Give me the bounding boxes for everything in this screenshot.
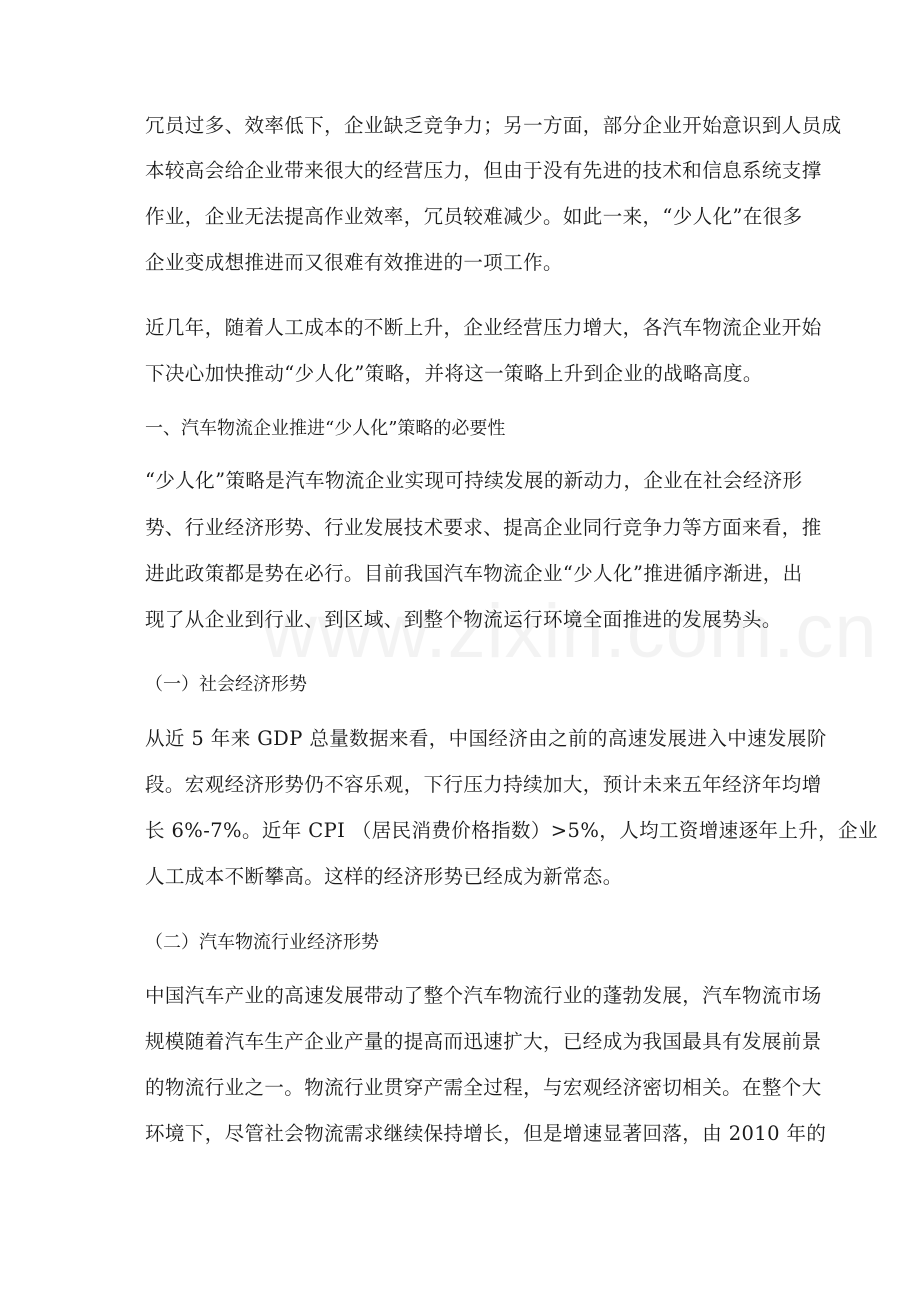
paragraph-line: 长 6%-7%。近年 CPI （居民消费价格指数）>5%，人均工资增速逐年上升，企业	[145, 819, 878, 842]
paragraph-line: 现了从企业到行业、到区域、到整个物流运行环境全面推进的发展势头。	[145, 608, 782, 631]
paragraph-line: 近几年，随着人工成本的不断上升，企业经营压力增大，各汽车物流企业开始	[145, 316, 822, 339]
paragraph-line: “少人化”策略是汽车物流企业实现可持续发展的新动力，企业在社会经济形	[145, 469, 803, 492]
paragraph-line: 的物流行业之一。物流行业贯穿产需全过程，与宏观经济密切相关。在整个大	[145, 1076, 822, 1099]
paragraph-line: 段。宏观经济形势仍不容乐观，下行压力持续加大，预计未来五年经济年均增	[145, 773, 822, 796]
paragraph-line: 下决心加快推动“少人化”策略，并将这一策略上升到企业的战略高度。	[145, 362, 763, 385]
paragraph-line: 规模随着汽车生产企业产量的提高而迅速扩大，已经成为我国最具有发展前景	[145, 1030, 822, 1053]
paragraph-line: 从近 5 年来 GDP 总量数据来看，中国经济由之前的高速发展进入中速发展阶	[145, 727, 827, 750]
subsection-heading: （一）社会经济形势	[145, 674, 307, 695]
paragraph-line: 环境下，尽管社会物流需求继续保持增长，但是增速显著回落，由 2010 年的	[145, 1122, 827, 1145]
subsection-heading: （二）汽车物流行业经济形势	[145, 932, 379, 953]
paragraph-line: 中国汽车产业的高速发展带动了整个汽车物流行业的蓬勃发展，汽车物流市场	[145, 984, 822, 1007]
paragraph-line: 作业，企业无法提高作业效率，冗员较难减少。如此一来，“少人化”在很多	[145, 205, 803, 228]
paragraph-line: 本较高会给企业带来很大的经营压力，但由于没有先进的技术和信息系统支撑	[145, 159, 822, 182]
paragraph-line: 冗员过多、效率低下，企业缺乏竞争力；另一方面，部分企业开始意识到人员成	[145, 114, 842, 137]
paragraph-line: 势、行业经济形势、行业发展技术要求、提高企业同行竞争力等方面来看，推	[145, 516, 822, 539]
paragraph-line: 进此政策都是势在必行。目前我国汽车物流企业“少人化”推进循序渐进，出	[145, 562, 803, 585]
paragraph-line: 人工成本不断攀高。这样的经济形势已经成为新常态。	[145, 865, 623, 888]
section-heading: 一、汽车物流企业推进“少人化”策略的必要性	[145, 418, 506, 439]
paragraph-line: 企业变成想推进而又很难有效推进的一项工作。	[145, 251, 563, 274]
